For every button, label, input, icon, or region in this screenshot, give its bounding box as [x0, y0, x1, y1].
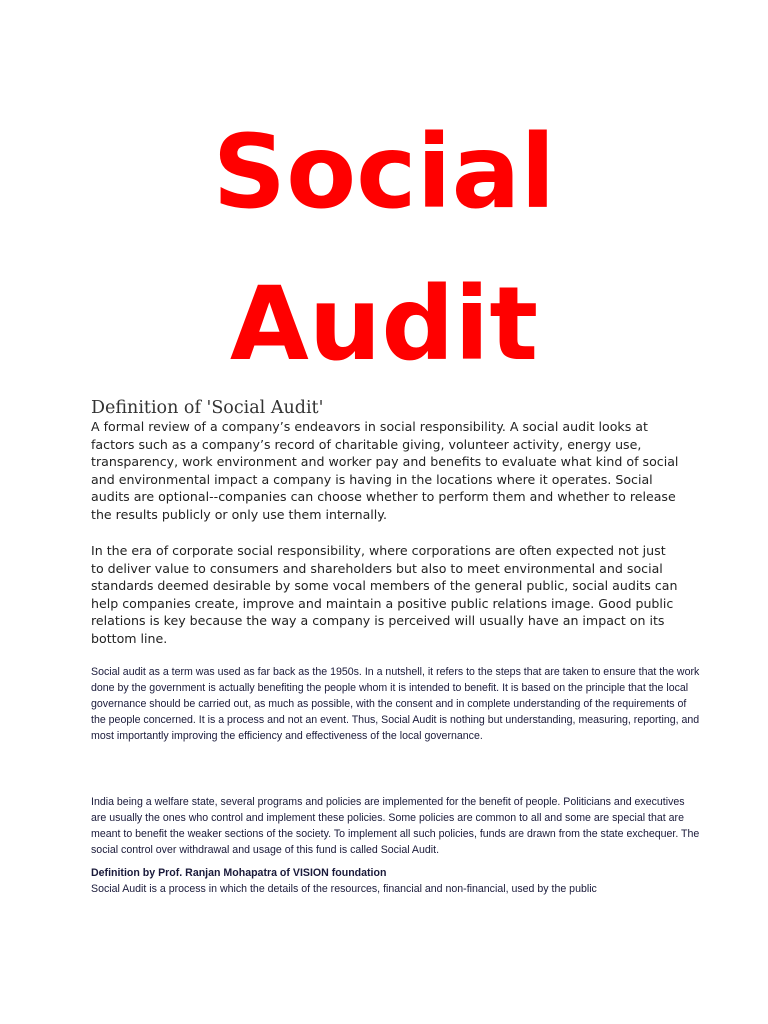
paragraph-history: Social audit as a term was used as far back as the 1950s. In a nutshell, it refers to the steps that are taken to ensure that the work done by the government is actually benefiting the people whom it is intended to benefit. It is based on the principle that the local governance should be carried out, as much as possible, with the consent and in complete understanding of the requirements of the people concerned. It is a process and not an event. Thus, Social Audit is nothing but understanding, measuring, reporting, and most importantly improving the efficiency and effectiveness of the local governance. [91, 666, 700, 742]
title-audit: Audit [229, 265, 539, 384]
paragraph-definition: A formal review of a company’s endeavors in social responsibility. A social audit looks at factors such as a company’s record of charitable giving, volunteer activity, energy use, transparency, work environment and worker pay and benefits to evaluate what kind of social and environmental impact a company is having in the locations where it operates. Social audits are optional--companies can choose whether to perform them and whether to release the results publicly or only use them internally. [91, 419, 679, 522]
vision-heading: Definition by Prof. Ranjan Mohapatra of VISION foundation [91, 867, 387, 879]
paragraph-vision: Social Audit is a process in which the details of the resources, financial and non-financial, used by the public [91, 883, 597, 895]
title-social: Social [212, 113, 556, 232]
paragraph-india: India being a welfare state, several programs and policies are implemented for the benefit of people. Politicians and executives are usually the ones who control and implement these policies. Some policies are common to all and some are special that are meant to benefit the weaker sections of the society. To implement all such policies, funds are drawn from the state exchequer. The social control over withdrawal and usage of this fund is called Social Audit. [91, 796, 700, 856]
paragraph-csr: In the era of corporate social responsibility, where corporations are often expected not just to deliver value to consumers and shareholders but also to meet environmental and social standards deemed desirable by some vocal members of the general public, social audits can help companies create, improve and maintain a positive public relations image. Good public relations is key because the way a company is perceived will usually have an impact on its bottom line. [91, 543, 678, 646]
definition-heading: Definition of 'Social Audit' [91, 398, 324, 418]
